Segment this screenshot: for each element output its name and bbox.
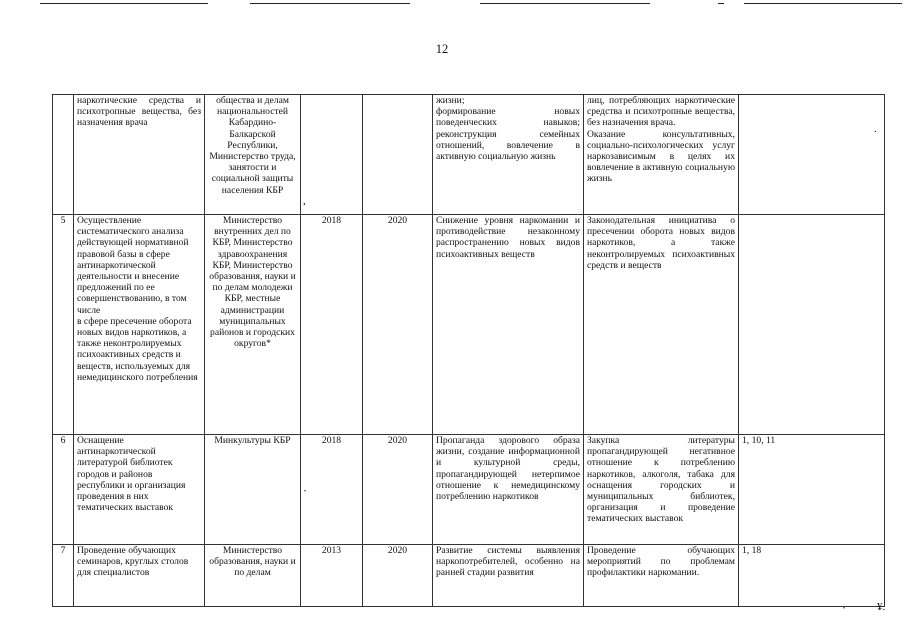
links-cell: 1, 18: [739, 545, 885, 607]
table-row: [53, 215, 885, 435]
links-cell: [739, 95, 885, 215]
stray-mark: ,: [303, 195, 306, 207]
table-row: [53, 545, 885, 607]
start-year-cell: 2013: [301, 545, 363, 607]
event-cell: Проведение обучающих семинаров, круглых столов для специалистов: [74, 545, 205, 607]
table-row: [53, 435, 885, 545]
header-rule-3: [480, 3, 650, 4]
end-year-cell: 2020: [363, 545, 433, 607]
indicators-cell: Законодательная инициатива о пресечении оборота новых видов наркотиков, а также неконтролируемых психоактивных средств и веществ: [584, 215, 739, 435]
start-year-cell: [301, 95, 363, 215]
program-table: [52, 94, 885, 607]
start-year-cell: 2018: [301, 215, 363, 435]
stray-mark: •: [304, 489, 307, 495]
event-cell: наркотические средства и психотропные вещества, без назначения врача: [74, 95, 205, 215]
executor-cell: Министерство образования, науки и по делам: [205, 545, 301, 607]
header-rule-1: [40, 3, 208, 4]
result-cell: Снижение уровня наркомании и противодействие незаконному распространению новых видов психоактивных веществ: [433, 215, 584, 435]
indicators-cell: Закупка литературы пропагандирующей негативное отношение к потреблению наркотиков, алкоголя, табака для оснащения городских и муниципальных библиотек, организация и проведение тематических выставок: [584, 435, 739, 545]
row-number: 6: [53, 435, 74, 545]
links-cell: [739, 215, 885, 435]
result-cell: Пропаганда здорового образа жизни, создание информационной и культурной среды, пропагандирующей нетерпимое отношение к немедицинскому потреблению наркотиков: [433, 435, 584, 545]
page-number: 12: [435, 42, 449, 56]
stray-mark: •: [843, 606, 846, 612]
end-year-cell: 2020: [363, 215, 433, 435]
header-rule-2: [250, 3, 410, 4]
end-year-cell: 2020: [363, 435, 433, 545]
row-number: 5: [53, 215, 74, 435]
executor-cell: Министерство внутренних дел по КБР, Министерство здравоохранения КБР, Министерство образования, науки и по делам молодежи КБР, местные администрации муниципальных районов и городских округов*: [205, 215, 301, 435]
stray-mark: ¥.: [877, 601, 886, 613]
header-rule-5: [744, 3, 902, 4]
executor-cell: Минкультуры КБР: [205, 435, 301, 545]
end-year-cell: [363, 95, 433, 215]
start-year-cell: 2018: [301, 435, 363, 545]
indicators-cell: лиц, потребляющих наркотические средства и психотропные вещества, без назначения врача. Оказание консультативных, социально-психологических услуг наркозависимым в целях их вовлечение в активную социальную жизнь: [584, 95, 739, 215]
table-row: [53, 95, 885, 215]
header-rule-4: [718, 3, 724, 4]
row-number: [53, 95, 74, 215]
result-cell: жизни; формирование новых поведенческих навыков; реконструкция семейных отношений, вовлечение в активную социальную жизнь: [433, 95, 584, 215]
links-cell: 1, 10, 11: [739, 435, 885, 545]
stray-mark: .: [874, 123, 877, 135]
executor-cell: общества и делам национальностей Кабардино-Балкарской Республики, Министерство труда, занятости и социальной защиты населения КБР: [205, 95, 301, 215]
result-cell: Развитие системы выявления наркопотребителей, особенно на ранней стадии развития: [433, 545, 584, 607]
event-cell: Оснащение антинаркотической литературой библиотек городов и районов республики и организация проведения в них тематических выставок: [74, 435, 205, 545]
event-cell: Осуществление систематического анализа действующей нормативной правовой базы в сфере антинаркотической деятельности и внесение предложений по ее совершенствованию, в том числе в сфере пресечение оборота новых видов наркотиков, а также неконтролируемых психоактивных средств и веществ, используемых для немедицинского потребления: [74, 215, 205, 435]
row-number: 7: [53, 545, 74, 607]
indicators-cell: Проведение обучающих мероприятий по проблемам профилактики наркомании.: [584, 545, 739, 607]
